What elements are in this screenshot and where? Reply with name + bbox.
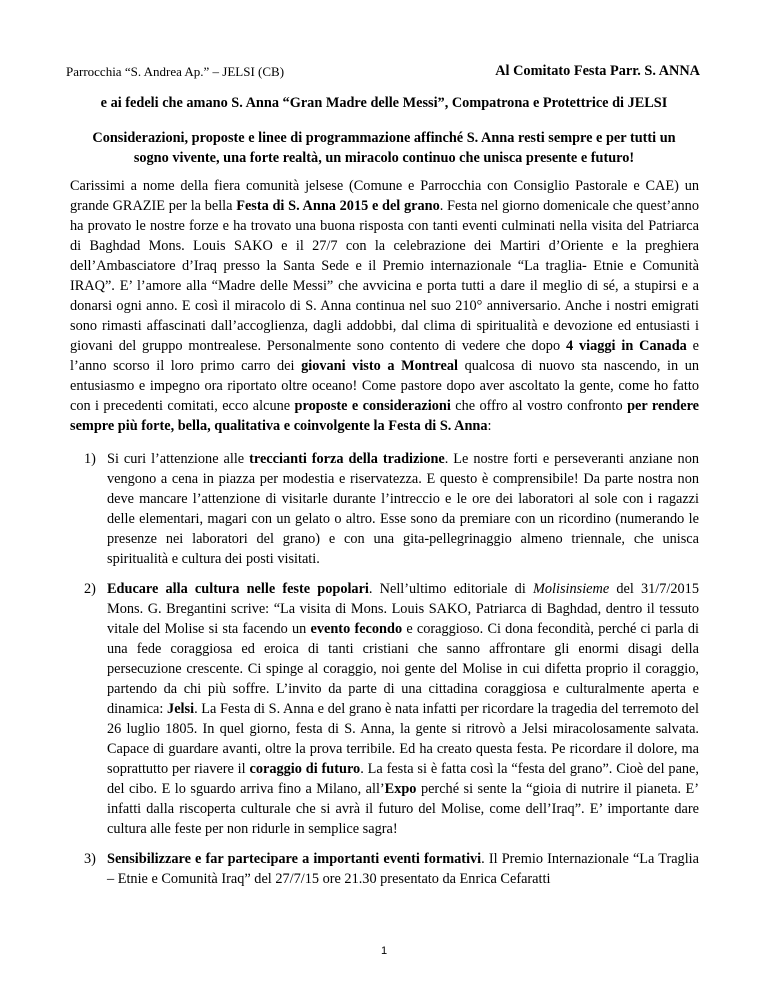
subtitle: e ai fedeli che amano S. Anna “Gran Madre delle Messi”, Compatrona e Protettrice di JELSI — [100, 95, 668, 111]
text-run: . Il Premio Internazionale “La Traglia – Etnie e Comunità Iraq” del 27/7/15 ore 21.30 presentato da Enrica Cefaratti — [107, 851, 700, 887]
document-title: Considerazioni, proposte e linee di programmazione affinché S. Anna resti sempre e per tutti un sogno vivente, una forte realtà, un miracolo continuo che unisca presente e futuro! — [92, 130, 676, 166]
text-run: perché si sente la “gioia di nutrire il pianeta. E’ infatti dalla riscoperta culturale che si avrà il futuro del Molise, come dell’Iraq”. E’ importante dare cultura alle feste per non ridurle in semplice sagra! — [107, 781, 699, 837]
document-body — [70, 176, 699, 899]
bold-run: evento fecondo — [310, 621, 403, 637]
text-run: e coraggioso. Ci dona fecondità, perché ci parla di una fede coraggiosa ed eroica di tanti cristiani che sanno affrontare gli enormi disagi della persecuzione crescente. Ci spinge al coraggio, noi gente del Molise in cui difetta proprio il coraggio, partendo da chi più soffre. L’invito da parte di una cittadina coraggiosa e culturalmente aperta e dinamica: — [107, 621, 699, 717]
bold-run: Sensibilizzare e far partecipare a importanti eventi formativi — [107, 851, 482, 867]
list-number: 2) — [84, 581, 96, 597]
list-number: 1) — [84, 451, 96, 467]
bold-run: Expo — [384, 781, 417, 797]
text-run: qualcosa di nuovo sta nascendo, in un entusiasmo e impegno ora riportato oltre oceano! Come pastore dopo aver ascoltato la gente, come ho fatto con i precedenti comitati, ecco alcune — [70, 358, 700, 414]
bold-run: per rendere sempre più forte, bella, qualitativa e coinvolgente la Festa di S. Anna — [70, 398, 700, 434]
text-run: che offro al vostro confronto — [450, 398, 628, 414]
proposals-list — [70, 449, 699, 889]
text-run: e l’anno scorso il loro primo carro dei — [70, 338, 699, 374]
italic-run: Molisinsieme — [532, 581, 610, 597]
bold-run: giovani visto a Montreal — [301, 358, 458, 374]
list-item — [70, 579, 699, 839]
list-number: 3) — [84, 851, 96, 867]
text-run: Carissimi a nome della fiera comunità jelsese (Comune e Parrocchia con Consiglio Pastorale e CAE) un grande GRAZIE per la bella — [70, 178, 699, 214]
text-run: . Le nostre forti e perseveranti anziane non vengono a cena in piazza per modestia e riservatezza. E questo è comprensibile! Da parte nostra non deve mancare l’attenzione di visitarle durante l’intreccio e le ore dei laboratori al sole con i ragazzi delle elementari, magari con un gelato o altro. Esse sono da premiare con un ricordino (numerando le presenze nei laboratori del grano) e con una gita-pellegrinaggio almeno triennale, che unisca spiritualità e cultura dei posti visitati. — [107, 451, 699, 567]
recipient-header: Al Comitato Festa Parr. S. ANNA — [495, 63, 700, 79]
text-run: . La Festa di S. Anna e del grano è nata infatti per ricordare la tragedia del terremoto del 26 luglio 1805. In quel giorno, festa di S. Anna, la gente si ritrovò a Jelsi miracolosamente salvata. Capace di guardare avanti, oltre la prova terribile. Ed ha creato questa festa. Pe ricordare il dolore, ma soprattutto per riavere il — [107, 701, 699, 777]
page-number: 1 — [380, 945, 388, 957]
bold-run: Educare alla cultura nelle feste popolari — [107, 581, 369, 597]
bold-run: treccianti forza della tradizione — [249, 451, 445, 467]
bold-run: 4 viaggi in Canada — [565, 338, 687, 354]
intro-paragraph — [70, 176, 699, 436]
bold-run: proposte e considerazioni — [294, 398, 451, 414]
list-item — [70, 849, 699, 889]
text-run: . La festa si è fatta così la “festa del grano”. Cioè del pane, del cibo. E lo sguardo arriva fino a Milano, all’ — [107, 761, 699, 797]
bold-run: Festa di S. Anna 2015 e del grano — [236, 198, 440, 214]
text-run: Si curi l’attenzione alle — [107, 451, 250, 467]
bold-run: coraggio di futuro — [249, 761, 361, 777]
list-item — [70, 449, 699, 569]
parish-header: Parrocchia “S. Andrea Ap.” – JELSI (CB) — [66, 64, 285, 79]
text-run: . Festa nel giorno domenicale che quest’anno ha provato le nostre forze e ha trovato una buona risposta con tanti eventi culminati nella visita del Patriarca di Baghdad Mons. Louis SAKO e il 27/7 con la celebrazione dei Martiri d’Oriente e la preghiera dell’Ambasciatore d’Iraq presso la Santa Sede e il Premio internazionale “La traglia- Etnie e Comunità IRAQ”. E’ l’amore alla “Madre delle Messi” che avvicina e porta tutti a dare il meglio di sé, a stupirsi e a donarsi ogni anno. E così il miracolo di S. Anna continua nel suo 210° anniversario. Anche i nostri emigrati sono rimasti affascinati dall’accoglienza, dagli addobbi, dal clima di spiritualità e devozione ed entusiasti i giovani del gruppo montrealese. Personalmente sono contento di vedere che dopo — [70, 198, 699, 354]
bold-run: Jelsi — [167, 701, 195, 717]
text-run: : — [487, 418, 492, 434]
text-run: . Nell’ultimo editoriale di — [368, 581, 533, 597]
text-run: del 31/7/2015 Mons. G. Bregantini scrive: “La visita di Mons. Louis SAKO, Patriarca di Baghdad, dentro il tessuto vitale del Molise si sta facendo un — [107, 581, 699, 637]
